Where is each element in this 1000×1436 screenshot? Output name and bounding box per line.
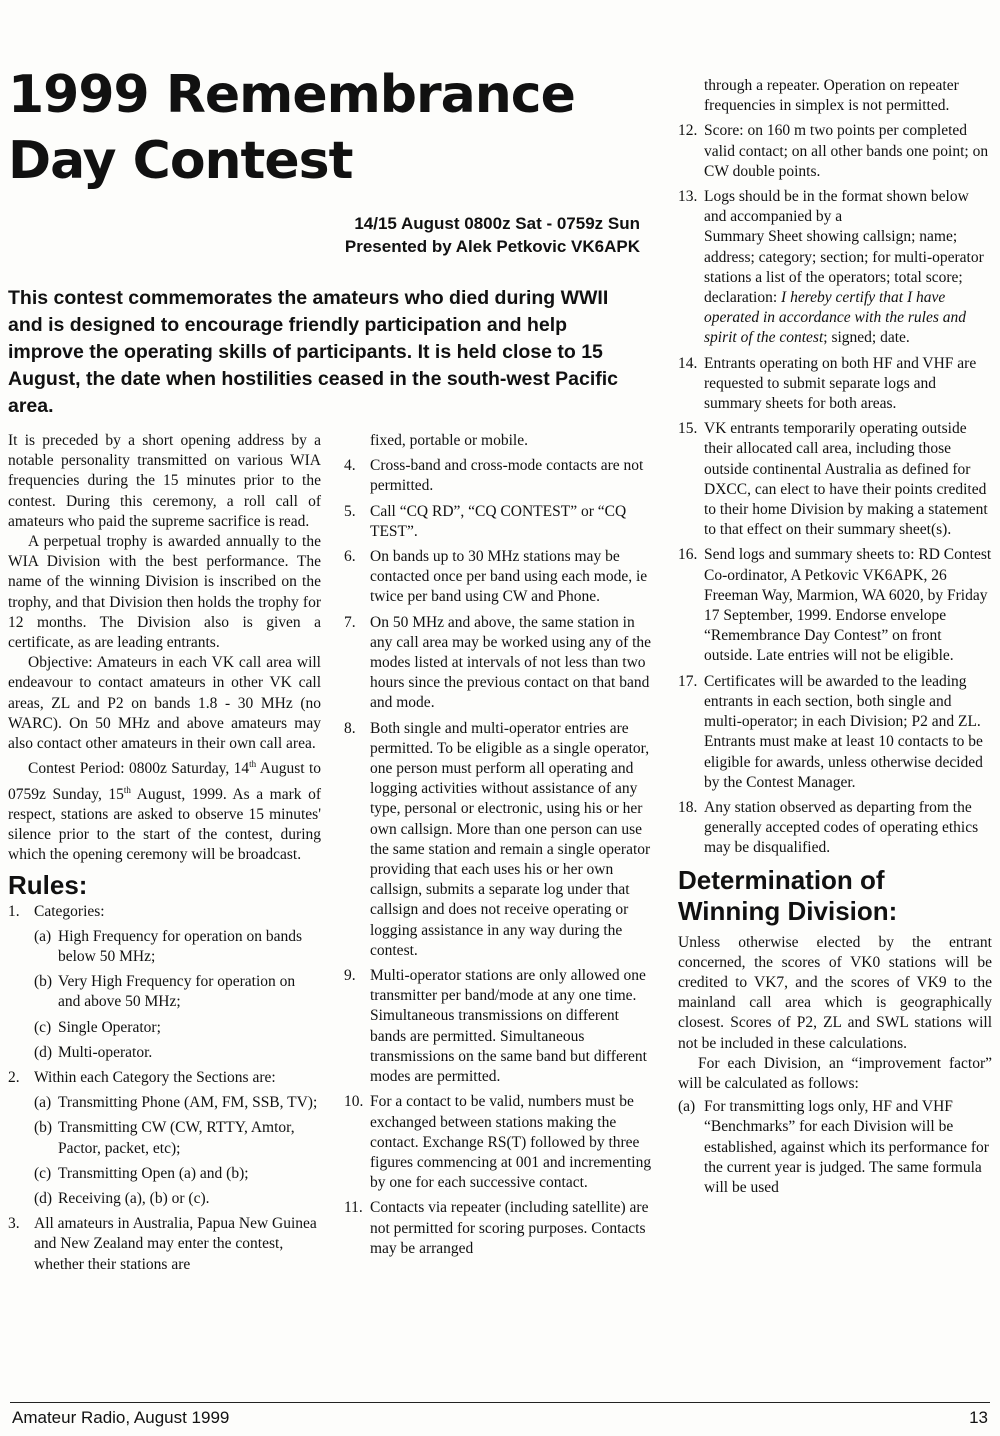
rule-2c: (c) Transmitting Open (a) and (b); bbox=[34, 1164, 249, 1182]
column-2 bbox=[344, 431, 654, 1264]
rule-5: 5. Call “CQ RD”, “CQ CONTEST” or “CQ TEST”. bbox=[344, 502, 627, 540]
contest-dates: 14/15 August 0800z Sat - 0759z Sun bbox=[354, 214, 640, 233]
determination-paragraph-1: Unless otherwise elected by the entrant concerned, the scores of VK0 stations will be credited to VK7, and the scores of VK9 to the mainland call area which is geographically closest. Scores of P2, ZL and SWL stations will not be included in these calculations. bbox=[678, 933, 992, 1052]
body-paragraph-3: Objective: Amateurs in each VK call area will endeavour to contact amateurs in other VK call areas, ZL and P2 on bands 1.8 - 30 MHz (no WARC). On 50 MHz and above amateurs may also contact other amateurs in their own call area. bbox=[8, 654, 321, 753]
rule-3: 3. All amateurs in Australia, Papua New Guinea and New Zealand may enter the contest, whether their stations are bbox=[8, 1215, 317, 1273]
rule-18: 18. Any station observed as departing from the generally accepted codes of operating ethics may be disqualified. bbox=[678, 798, 979, 857]
determination-paragraph-2: For each Division, an “improvement factor” will be calculated as follows: bbox=[678, 1054, 992, 1092]
rule-15: 15. VK entrants temporarily operating outside their allocated call area, including those outside continental Australia as defined for DXCC, can elect to have their points credited to their home Division by making a statement to that effect on their summary sheet(s). bbox=[678, 420, 988, 539]
title-line-2: Day Contest bbox=[8, 131, 353, 191]
body-paragraph-2: A perpetual trophy is awarded annually to the WIA Division with the best performance. The name of the winning Division is inscribed on the trophy, and that Division then holds the trophy for 12 months. The Division also is given a certificate, as are leading entrants. bbox=[8, 533, 321, 652]
rule-11-continued: through a repeater. Operation on repeater frequencies in simplex is not permitted. bbox=[704, 77, 959, 115]
column-1 bbox=[8, 431, 321, 1280]
rule-1c: (c) Single Operator; bbox=[34, 1018, 161, 1036]
declaration-text: I hereby certify that I have operated in accordance with the rules and spirit of the contest bbox=[704, 289, 967, 347]
rule-7: 7. On 50 MHz and above, the same station in any call area may be worked using any of the modes listed at intervals of not less than two hours since the previous contact on that band and mode. bbox=[344, 613, 652, 712]
rule-1a: (a) High Frequency for operation on bands below 50 MHz; bbox=[34, 927, 303, 965]
rule-2b: (b) Transmitting CW (CW, RTTY, Amtor, Pactor, packet, etc); bbox=[34, 1119, 295, 1157]
rule-13: 13. Logs should be in the format shown below and accompanied by a Summary Sheet showing callsign; name; address; category; section; for multi-operator stations a list of the operators; total score; declaration: I hereby certify that I have operated in accordance with the rules and spirit of the contest; signed; date. bbox=[678, 188, 984, 347]
rule-11: 11. Contacts via repeater (including satellite) are not permitted for scoring purposes. Contacts may be arranged bbox=[344, 1199, 649, 1257]
body-paragraph-1: It is preceded by a short opening address by a notable personality transmitted on various WIA frequencies during the 15 minutes prior to the contest. During this ceremony, a roll call of amateurs who paid the supreme sacrifice is read. bbox=[8, 432, 321, 530]
rule-16: 16. Send logs and summary sheets to: RD Contest Co-ordinator, A Petkovic VK6APK, 26 Freeman Way, Marmion, WA 6020, by Friday 17 September, 1999. Endorse envelope “Remembrance Day Contest” on front outside. Late entries will not be eligible. bbox=[678, 546, 992, 665]
determination-item-a: (a) For transmitting logs only, HF and VHF “Benchmarks” for each Division will be established, against which its performance for the current year is judged. The same formula will be used bbox=[678, 1098, 989, 1196]
intro-paragraph: This contest commemorates the amateurs who died during WWII and is designed to encourage friendly participation and help improve the operating skills of participants. It is held close to 15 August, the date when hostilities ceased in the south-west Pacific area. bbox=[8, 287, 619, 417]
rules-list-continued-2 bbox=[678, 76, 992, 859]
rules-list-continued bbox=[344, 431, 654, 1259]
rule-14: 14. Entrants operating on both HF and VHF are requested to submit separate logs and summary sheets for both areas. bbox=[678, 354, 977, 413]
rule-4: 4. Cross-band and cross-mode contacts are not permitted. bbox=[344, 457, 644, 495]
column-3 bbox=[678, 76, 992, 1203]
rule-1d: (d) Multi-operator. bbox=[34, 1043, 153, 1061]
article-title bbox=[8, 62, 648, 194]
rule-2a: (a) Transmitting Phone (AM, FM, SSB, TV); bbox=[34, 1094, 318, 1112]
page-number: 13 bbox=[969, 1408, 988, 1427]
rule-10: 10. For a contact to be valid, numbers must be exchanged between stations making the contact. Exchange RS(T) followed by three figures commencing at 001 and incrementing by one for each successive contact. bbox=[344, 1093, 652, 1192]
rule-2: 2. Within each Category the Sections are: (a) Transmitting Phone (AM, FM, SSB, TV); (b) Transmitting CW (CW, RTTY, Amtor, Pactor, packet, etc); (c) Transmitting Open (a) and (b); (d) Receiving (a), (b) or (c). bbox=[8, 1068, 321, 1209]
rule-17: 17. Certificates will be awarded to the leading entrants in each section, both single and multi-operator; in each Division; P2 and ZL. Entrants must make at least 10 contacts to be eligible for awards, unless otherwise decided by the Contest Manager. bbox=[678, 672, 983, 791]
rule-3-continued: fixed, portable or mobile. bbox=[370, 432, 528, 449]
rule-6: 6. On bands up to 30 MHz stations may be contacted once per band using each mode, ie twice per band using CW and Phone. bbox=[344, 548, 648, 606]
rule-9: 9. Multi-operator stations are only allowed one transmitter per band/mode at any one time. Simultaneous transmissions on different bands are permitted. Simultaneous transmissions on the same band but different modes are permitted. bbox=[344, 967, 647, 1086]
page-footer bbox=[10, 1402, 990, 1429]
title-line-1: 1999 Remembrance bbox=[8, 65, 575, 125]
article-subheading bbox=[300, 212, 640, 258]
determination-heading: Determination of Winning Division: bbox=[678, 864, 898, 926]
rule-2d: (d) Receiving (a), (b) or (c). bbox=[34, 1190, 210, 1208]
presenter-byline: Presented by Alek Petkovic VK6APK bbox=[344, 237, 640, 256]
publication-name: Amateur Radio, August 1999 bbox=[12, 1408, 230, 1427]
rule-1b: (b) Very High Frequency for operation on and above 50 MHz; bbox=[34, 973, 296, 1011]
rule-1: 1. Categories: (a) High Frequency for operation on bands below 50 MHz; (b) Very High Frequency for operation on and above 50 MHz; (c) Single Operator; (d) Multi-operator. bbox=[8, 902, 321, 1063]
rule-12: 12. Score: on 160 m two points per completed valid contact; on all other bands one point; on CW double points. bbox=[678, 122, 989, 180]
rule-8: 8. Both single and multi-operator entries are permitted. To be eligible as a single operator, one person must perform all operating and logging activities without assistance of any type, personal or electronic, using his or her own callsign. More than one person can use the same station and remain a single operator providing that each uses his or her own callsign, submits a separate log under that callsign and does not receive operating or logging assistance in any way during the contest. bbox=[344, 719, 651, 959]
body-paragraph-4: Contest Period: 0800z Saturday, 14th August to 0759z Sunday, 15th August, 1999. As a mark of respect, stations are asked to observe 15 minutes' silence prior to the start of the contest, during which the opening ceremony will be broadcast. bbox=[8, 759, 322, 864]
rules-heading: Rules: bbox=[8, 869, 88, 900]
rules-list bbox=[8, 902, 321, 1275]
